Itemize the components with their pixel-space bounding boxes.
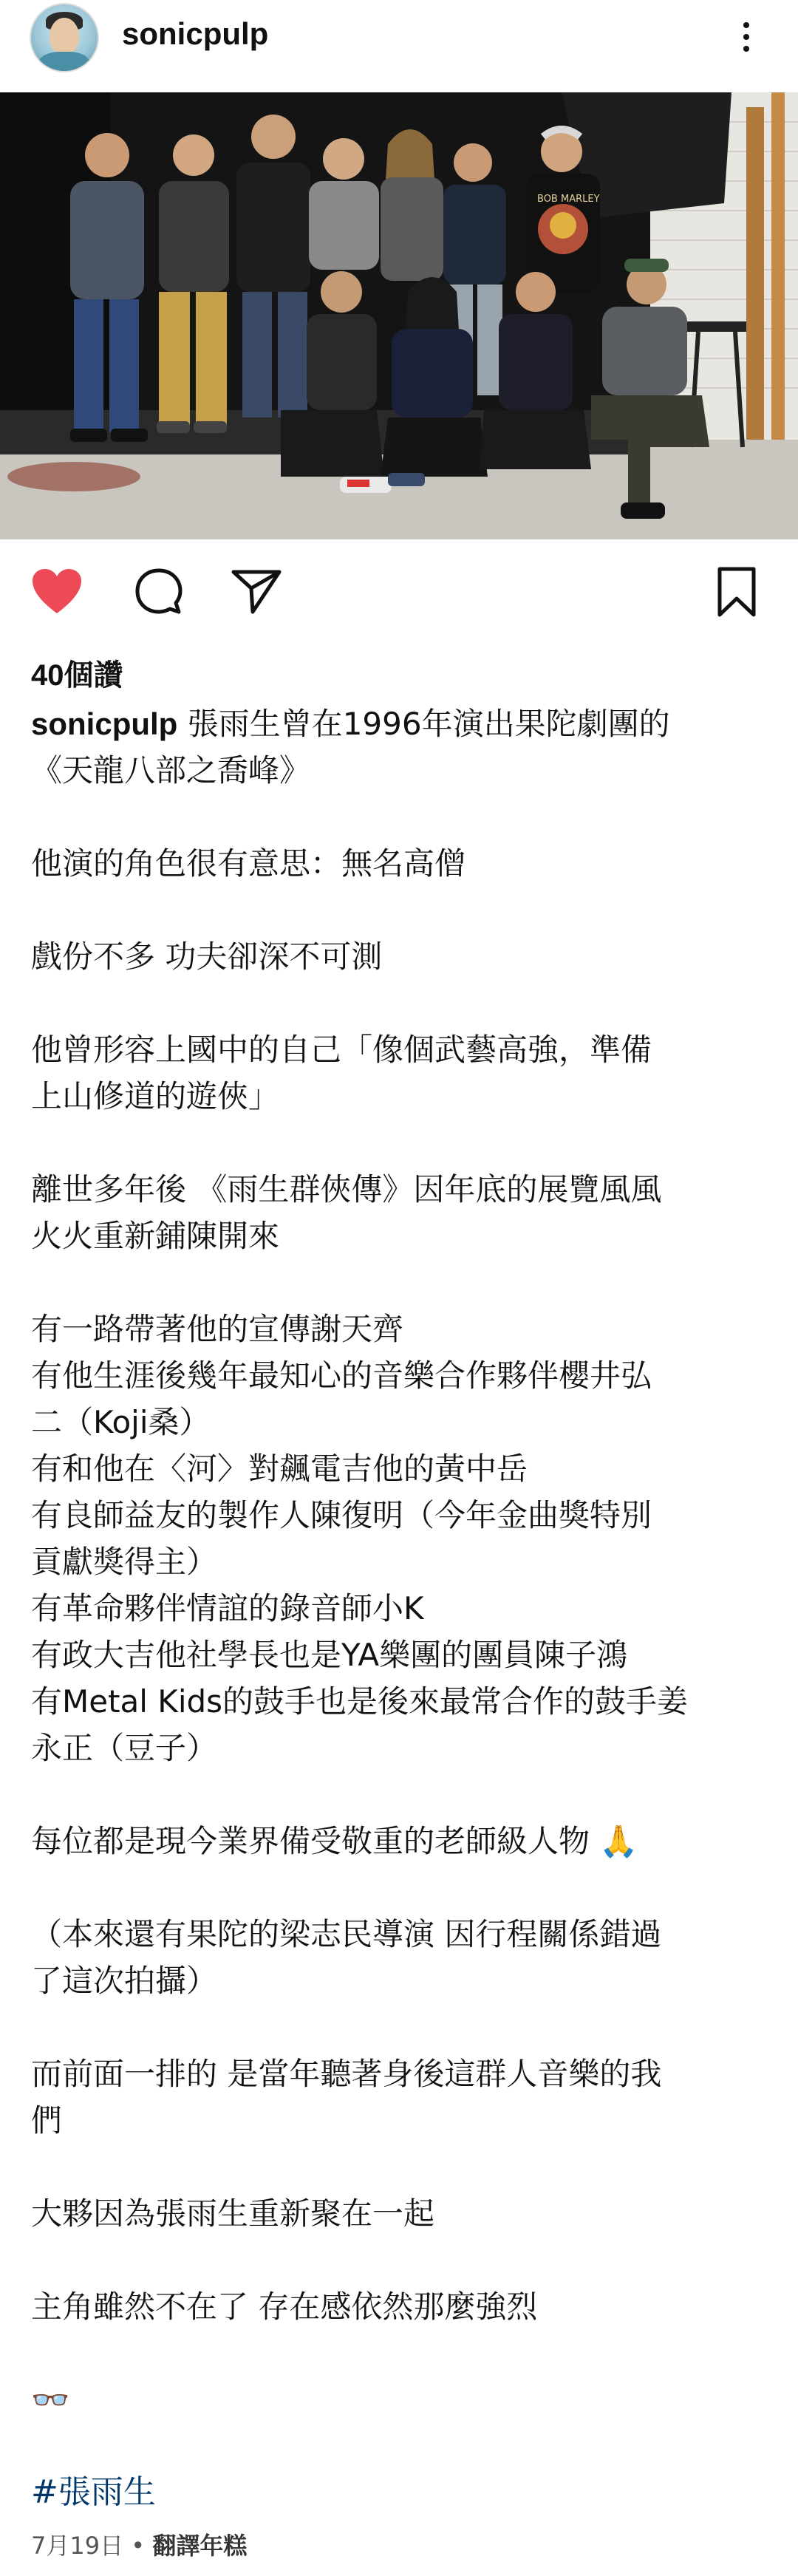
caption-line xyxy=(31,2004,770,2051)
caption-line: 貢獻獎得主） xyxy=(31,1544,218,1580)
caption-line xyxy=(31,1864,770,1911)
caption-line xyxy=(31,2144,770,2190)
caption-line: 大夥因為張雨生重新聚在一起 xyxy=(31,2195,435,2232)
group-photo xyxy=(0,92,798,539)
caption-line: 有一路帶著他的宣傳謝天齊 xyxy=(31,1311,404,1347)
caption-line xyxy=(31,1259,770,1306)
more-options-icon[interactable] xyxy=(732,15,761,59)
avatar[interactable] xyxy=(30,3,99,72)
caption-line xyxy=(31,980,770,1026)
caption-line: 主角雖然不在了 存在感依然那麼強烈 xyxy=(31,2289,538,2325)
comment-icon[interactable] xyxy=(132,566,186,618)
caption-line xyxy=(31,2330,770,2376)
post-date: 7月19日 xyxy=(31,2532,124,2560)
caption-line: 有和他在〈河〉對飆電吉他的黃中岳 xyxy=(31,1451,528,1487)
caption-line xyxy=(31,887,770,933)
caption-line: 永正（豆子） xyxy=(31,1730,218,1766)
caption-line xyxy=(31,1120,770,1166)
bob-marley-shirt-text: BOB MARLEY xyxy=(537,194,600,205)
caption-line: 他演的角色很有意思：無名高僧 xyxy=(31,845,466,882)
post-header xyxy=(0,0,798,89)
caption-line: 上山修道的遊俠」 xyxy=(31,1078,280,1114)
caption-username[interactable]: sonicpulp xyxy=(31,706,178,741)
heart-icon[interactable] xyxy=(30,566,84,618)
caption-line: 有他生涯後幾年最知心的音樂合作夥伴櫻井弘 xyxy=(31,1357,652,1394)
caption-line: 有政大吉他社學長也是YA樂團的團員陳子鴻 xyxy=(31,1637,628,1673)
post-photo[interactable] xyxy=(0,92,798,539)
caption-line: 有Metal Kids的鼓手也是後來最常合作的鼓手姜 xyxy=(31,1683,689,1720)
caption-line: 他曾形容上國中的自己「像個武藝高強，準備 xyxy=(31,1032,652,1068)
username[interactable]: sonicpulp xyxy=(122,16,269,51)
caption-line xyxy=(31,1771,770,1818)
caption-line: 二（Koji桑） xyxy=(31,1404,211,1440)
caption-line: 了這次拍攝） xyxy=(31,1963,218,1999)
action-bar xyxy=(0,556,798,627)
caption-line: 有良師益友的製作人陳復明（今年金曲獎特別 xyxy=(31,1497,652,1533)
post-meta xyxy=(31,2527,247,2561)
paper-plane-icon[interactable] xyxy=(229,566,284,618)
caption-line: 《天龍八部之喬峰》 xyxy=(31,752,311,788)
caption xyxy=(31,701,770,2423)
caption-line: 每位都是現今業界備受敬重的老師級人物 🙏 xyxy=(31,1823,638,1859)
glasses-emoji-line: 👓 xyxy=(31,2382,70,2418)
caption-line xyxy=(31,2237,770,2283)
caption-line: （本來還有果陀的梁志民導演 因行程關係錯過 xyxy=(31,1916,662,1952)
meta-separator: • xyxy=(123,2532,153,2560)
caption-line: 離世多年後 《雨生群俠傳》因年底的展覽風風 xyxy=(31,1171,662,1207)
caption-line: 們 xyxy=(31,2102,63,2139)
hashtag-link[interactable]: #張雨生 xyxy=(31,2473,156,2511)
caption-line: 火火重新鋪陳開來 xyxy=(31,1218,280,1254)
caption-line: sonicpulp 張雨生曾在1996年演出果陀劇團的 xyxy=(31,706,670,742)
translate-link[interactable]: 翻譯年糕 xyxy=(152,2532,248,2560)
caption-line xyxy=(31,794,770,840)
bookmark-icon[interactable] xyxy=(709,566,764,618)
caption-line: 有革命夥伴情誼的錄音師小K xyxy=(31,1590,424,1626)
likes-count[interactable]: 40個讚 xyxy=(31,659,123,692)
caption-line: 而前面一排的 是當年聽著身後這群人音樂的我 xyxy=(31,2056,662,2092)
caption-line: 戲份不多 功夫卻深不可測 xyxy=(31,938,383,975)
